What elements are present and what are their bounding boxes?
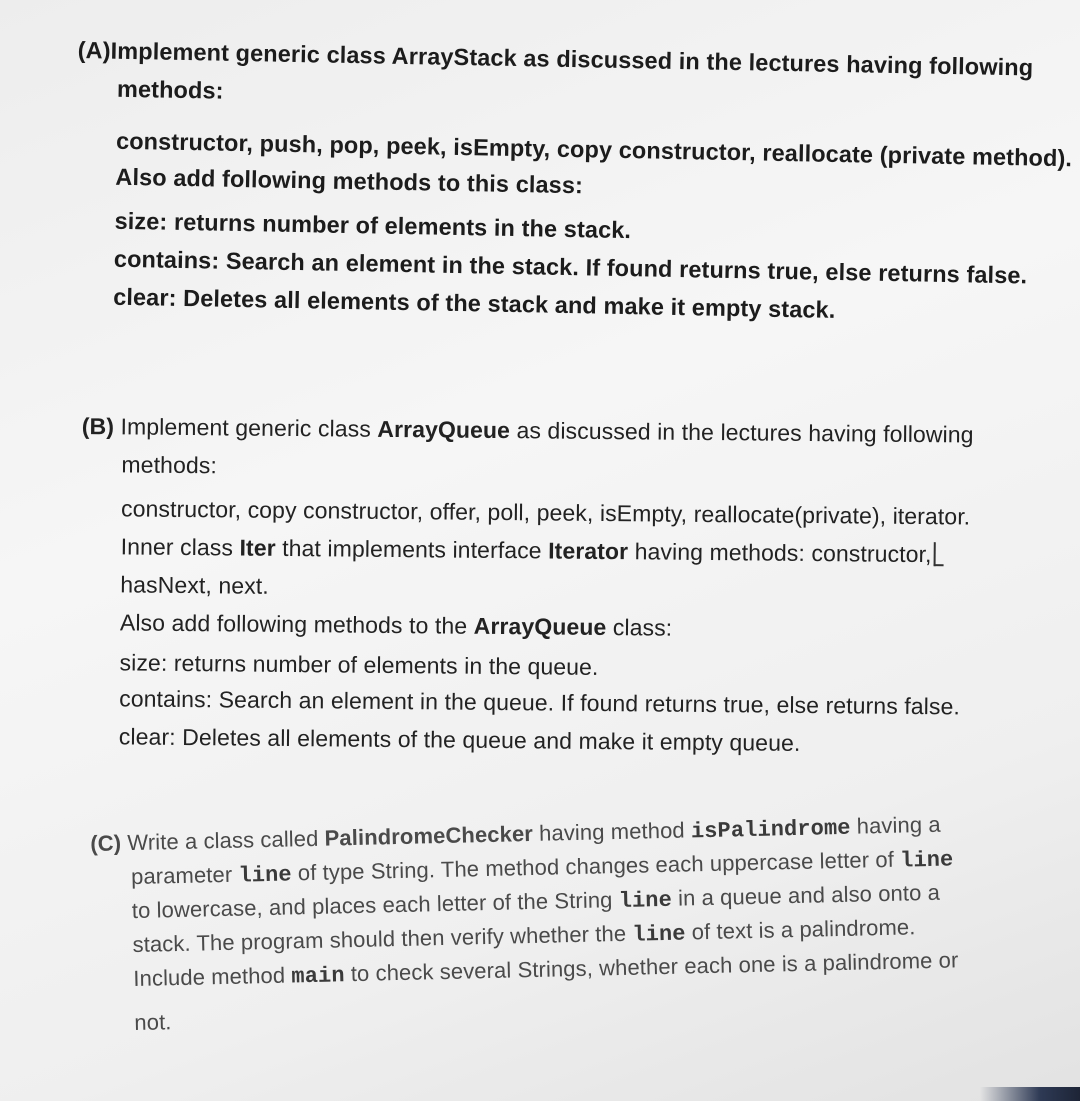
section-c-line-4: stack. The program should then verify whether the line of text is a palindrome.: [132, 914, 916, 958]
section-c-line-2: parameter line of type String. The method changes each uppercase letter of line: [130, 846, 954, 890]
section-b-line-8: contains: Search an element in the queue. If found returns true, else returns false.: [119, 685, 961, 720]
section-a-line-4: Also add following methods to this class:: [115, 163, 584, 199]
section-c-line-5: Include method main to check several Strings, whether each one is a palindrome or: [133, 947, 959, 992]
section-c-line-3: to lowercase, and places each letter of the String line in a queue and also onto a: [131, 879, 941, 924]
section-b-line-1: (B) Implement generic class ArrayQueue as discussed in the lectures having following: [81, 412, 974, 448]
section-a-label: (A): [77, 36, 111, 64]
section-c-label: (C): [90, 830, 122, 856]
class-name-arrayqueue: ArrayQueue: [377, 415, 511, 444]
class-name-palindromechecker: PalindromeChecker: [324, 820, 534, 851]
section-a-line-5: size: returns number of elements in the stack.: [114, 207, 632, 244]
section-a-line-2: methods:: [116, 75, 224, 104]
section-c-line-6: not.: [134, 1009, 172, 1036]
section-c-line-1: (C) Write a class called PalindromeChecker having method isPalindrome having a: [90, 811, 941, 856]
section-a-line-7: clear: Deletes all elements of the stack and make it empty stack.: [112, 283, 836, 323]
section-b-line-6: Also add following methods to the ArrayQueue class:: [119, 609, 673, 641]
section-b-line-9: clear: Deletes all elements of the queue and make it empty queue.: [118, 723, 801, 756]
section-b-line-2: methods:: [121, 451, 218, 479]
section-a-line-1: (A)Implement generic class ArrayStack as discussed in the lectures having following: [77, 36, 1034, 81]
section-b-line-4: Inner class Iter that implements interface Iterator having methods: constructor,: [121, 532, 944, 568]
text-cursor-icon: [933, 542, 943, 566]
section-b-label: (B): [81, 412, 115, 440]
section-a-line-3: constructor, push, pop, peek, isEmpty, copy constructor, reallocate (private method).: [115, 127, 1073, 172]
section-a-line-6: contains: Search an element in the stack. If found returns true, else returns false.: [113, 245, 1028, 289]
section-b-line-5: hasNext, next.: [120, 571, 269, 599]
monitor-bezel: [980, 1087, 1080, 1101]
section-b-line-7: size: returns number of elements in the queue.: [119, 649, 599, 680]
class-name-arraystack: ArrayStack: [391, 42, 518, 72]
section-b-line-3: constructor, copy constructor, offer, poll, peek, isEmpty, reallocate(private), iterator.: [120, 495, 971, 530]
